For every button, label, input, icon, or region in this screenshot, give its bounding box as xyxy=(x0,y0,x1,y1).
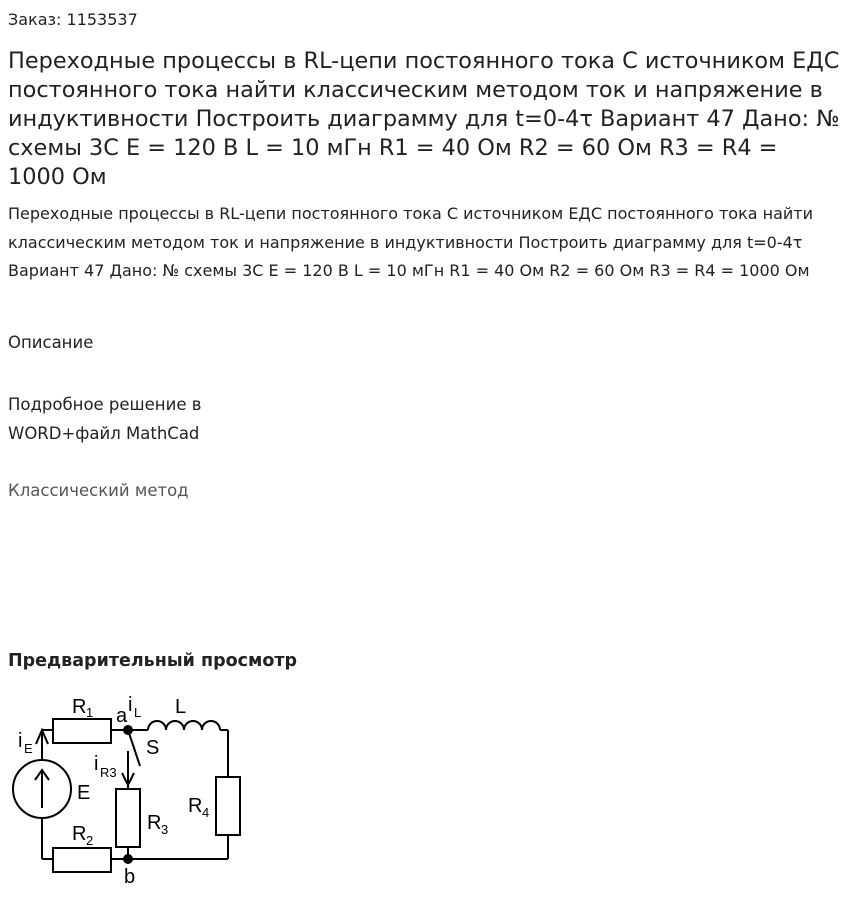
resistor-r4 xyxy=(216,777,240,835)
label-r1: R xyxy=(72,696,87,718)
page-title: Переходные процессы в RL-цепи постоянного тока С источником ЕДС постоянного тока найти классическим методом ток и напряжение в индуктивности Построить диаграмму для t=0-4τ Вариант 47 Дано: № схемы 3С E = 120 В L = 10 мГн R1 = 40 Ом R2 = 60 Ом R3 = R4 = 1000 Ом xyxy=(8,48,840,190)
label-ir3: i xyxy=(94,753,99,775)
circuit-diagram xyxy=(8,686,258,891)
order-number: Заказ: 1153537 xyxy=(8,10,138,29)
circuit-schematic xyxy=(8,686,258,891)
resistor-r2 xyxy=(53,848,111,872)
label-s: S xyxy=(146,737,160,759)
preview-heading: Предварительный просмотр xyxy=(8,651,298,671)
description-body: Подробное решение в WORD+файл MathCad xyxy=(8,395,202,443)
label-r4-sub: 4 xyxy=(202,805,210,820)
label-r2: R xyxy=(72,823,87,845)
label-r3-sub: 3 xyxy=(161,822,169,837)
label-r2-sub: 2 xyxy=(86,833,94,848)
label-ir3-sub: R3 xyxy=(100,765,117,780)
label-b: b xyxy=(124,866,136,888)
label-il: i xyxy=(128,694,133,716)
label-il-sub: L xyxy=(134,705,142,720)
switch-s xyxy=(128,730,140,766)
label-e: E xyxy=(77,782,91,804)
label-ie: i xyxy=(18,730,23,752)
description-heading: Описание xyxy=(8,333,94,352)
method-text: Классический метод xyxy=(8,481,189,500)
label-r1-sub: 1 xyxy=(86,705,94,720)
resistor-r1 xyxy=(53,719,111,743)
label-r4: R xyxy=(188,795,203,817)
inductor-l xyxy=(148,721,220,730)
label-r3: R xyxy=(147,812,162,834)
label-l: L xyxy=(175,696,187,718)
node-b xyxy=(123,854,133,864)
summary-text: Переходные процессы в RL-цепи постоянного тока С источником ЕДС постоянного тока найти классическим методом ток и напряжение в индуктивности Построить диаграмму для t=0-4τ Вариант 47 Дано: № схемы 3С E = 120 В L = 10 мГн R1 = 40 Ом R2 = 60 Ом R3 = R4 = 1000 Ом xyxy=(8,204,813,280)
resistor-r3 xyxy=(116,789,140,847)
label-a: a xyxy=(116,705,128,727)
label-ie-sub: E xyxy=(24,741,33,756)
